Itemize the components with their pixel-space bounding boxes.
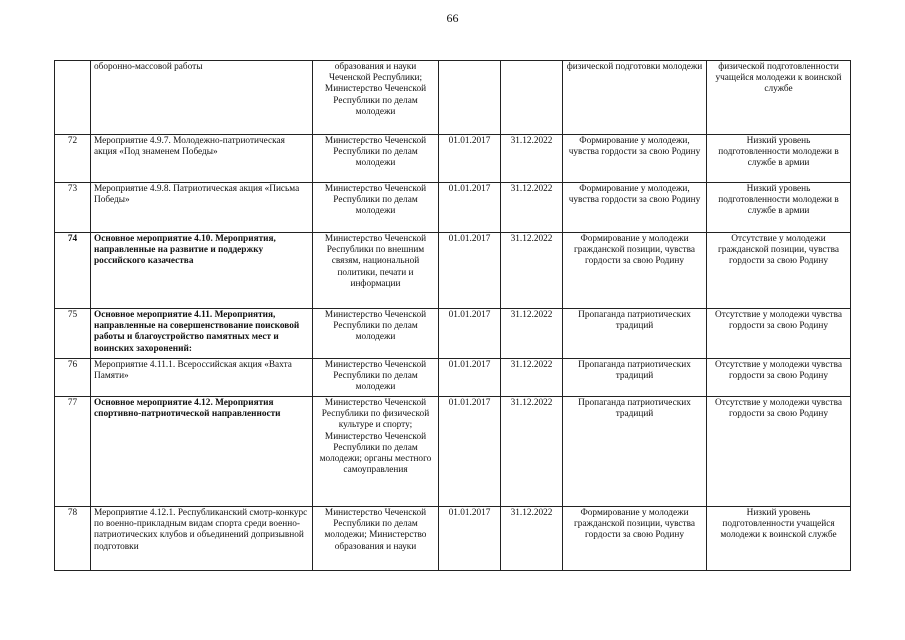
start-date: 01.01.2017 bbox=[439, 233, 501, 309]
start-date: 01.01.2017 bbox=[439, 359, 501, 397]
non-implementation-consequence: Низкий уровень подготовленности учащейся молодежи к воинской службе bbox=[707, 507, 851, 571]
non-implementation-consequence: Низкий уровень подготовленности молодежи в службе в армии bbox=[707, 135, 851, 183]
expected-result: Формирование у молодежи, чувства гордости за свою Родину bbox=[563, 183, 707, 233]
start-date: 01.01.2017 bbox=[439, 135, 501, 183]
end-date bbox=[501, 61, 563, 135]
event-name: Основное мероприятие 4.10. Мероприятия, направленные на развитие и поддержку российского казачества bbox=[91, 233, 313, 309]
end-date: 31.12.2022 bbox=[501, 309, 563, 359]
expected-result: Формирование у молодежи гражданской позиции, чувства гордости за свою Родину bbox=[563, 507, 707, 571]
event-name: оборонно-массовой работы bbox=[91, 61, 313, 135]
row-number: 74 bbox=[55, 233, 91, 309]
row-number bbox=[55, 61, 91, 135]
expected-result: Пропаганда патриотических традиций bbox=[563, 397, 707, 507]
non-implementation-consequence: Отсутствие у молодежи чувства гордости за свою Родину bbox=[707, 359, 851, 397]
non-implementation-consequence: Отсутствие у молодежи чувства гордости за свою Родину bbox=[707, 309, 851, 359]
row-number: 75 bbox=[55, 309, 91, 359]
non-implementation-consequence: Отсутствие у молодежи чувства гордости за свою Родину bbox=[707, 397, 851, 507]
table-row bbox=[55, 233, 851, 309]
event-executor: Министерство Чеченской Республики по делам молодежи bbox=[313, 309, 439, 359]
expected-result: Формирование у молодежи гражданской позиции, чувства гордости за свою Родину bbox=[563, 233, 707, 309]
table-row bbox=[55, 61, 851, 135]
start-date: 01.01.2017 bbox=[439, 309, 501, 359]
event-name: Мероприятие 4.9.7. Молодежно-патриотическая акция «Под знаменем Победы» bbox=[91, 135, 313, 183]
row-number: 77 bbox=[55, 397, 91, 507]
event-executor: Министерство Чеченской Республики по делам молодежи bbox=[313, 183, 439, 233]
event-executor: Министерство Чеченской Республики по внешним связям, национальной политики, печати и информации bbox=[313, 233, 439, 309]
end-date: 31.12.2022 bbox=[501, 507, 563, 571]
event-name: Основное мероприятие 4.12. Мероприятия спортивно-патриотической направленности bbox=[91, 397, 313, 507]
event-executor: образования и науки Чеченской Республики; Министерство Чеченской Республики по делам молодежи bbox=[313, 61, 439, 135]
end-date: 31.12.2022 bbox=[501, 135, 563, 183]
row-number: 78 bbox=[55, 507, 91, 571]
expected-result: Пропаганда патриотических традиций bbox=[563, 309, 707, 359]
expected-result: Пропаганда патриотических традиций bbox=[563, 359, 707, 397]
page-number: 66 bbox=[446, 11, 459, 25]
table-row bbox=[55, 359, 851, 397]
start-date bbox=[439, 61, 501, 135]
event-executor: Министерство Чеченской Республики по делам молодежи bbox=[313, 135, 439, 183]
table-row bbox=[55, 135, 851, 183]
event-name: Мероприятие 4.12.1. Республиканский смотр-конкурс по военно-прикладным видам спорта среди военно-патриотических клубов и объединений допризывной подготовки bbox=[91, 507, 313, 571]
row-number: 72 bbox=[55, 135, 91, 183]
table-row bbox=[55, 309, 851, 359]
event-executor: Министерство Чеченской Республики по делам молодежи bbox=[313, 359, 439, 397]
non-implementation-consequence: Отсутствие у молодежи гражданской позиции, чувства гордости за свою Родину bbox=[707, 233, 851, 309]
table-row bbox=[55, 507, 851, 571]
start-date: 01.01.2017 bbox=[439, 507, 501, 571]
event-executor: Министерство Чеченской Республики по делам молодежи; Министерство образования и науки bbox=[313, 507, 439, 571]
event-name: Мероприятие 4.9.8. Патриотическая акция «Письма Победы» bbox=[91, 183, 313, 233]
events-table bbox=[54, 60, 851, 571]
event-name: Мероприятие 4.11.1. Всероссийская акция «Вахта Памяти» bbox=[91, 359, 313, 397]
non-implementation-consequence: физической подготовленности учащейся молодежи к воинской службе bbox=[707, 61, 851, 135]
start-date: 01.01.2017 bbox=[439, 397, 501, 507]
row-number: 73 bbox=[55, 183, 91, 233]
end-date: 31.12.2022 bbox=[501, 359, 563, 397]
table-row bbox=[55, 397, 851, 507]
table-row bbox=[55, 183, 851, 233]
row-number: 76 bbox=[55, 359, 91, 397]
start-date: 01.01.2017 bbox=[439, 183, 501, 233]
event-name: Основное мероприятие 4.11. Мероприятия, направленные на совершенствование поисковой работы и благоустройство памятных мест и воинских захоронений: bbox=[91, 309, 313, 359]
end-date: 31.12.2022 bbox=[501, 183, 563, 233]
expected-result: физической подготовки молодежи bbox=[563, 61, 707, 135]
non-implementation-consequence: Низкий уровень подготовленности молодежи в службе в армии bbox=[707, 183, 851, 233]
expected-result: Формирование у молодежи, чувства гордости за свою Родину bbox=[563, 135, 707, 183]
event-executor: Министерство Чеченской Республики по физической культуре и спорту; Министерство Чеченской Республики по делам молодежи; органы местного самоуправления bbox=[313, 397, 439, 507]
end-date: 31.12.2022 bbox=[501, 233, 563, 309]
end-date: 31.12.2022 bbox=[501, 397, 563, 507]
